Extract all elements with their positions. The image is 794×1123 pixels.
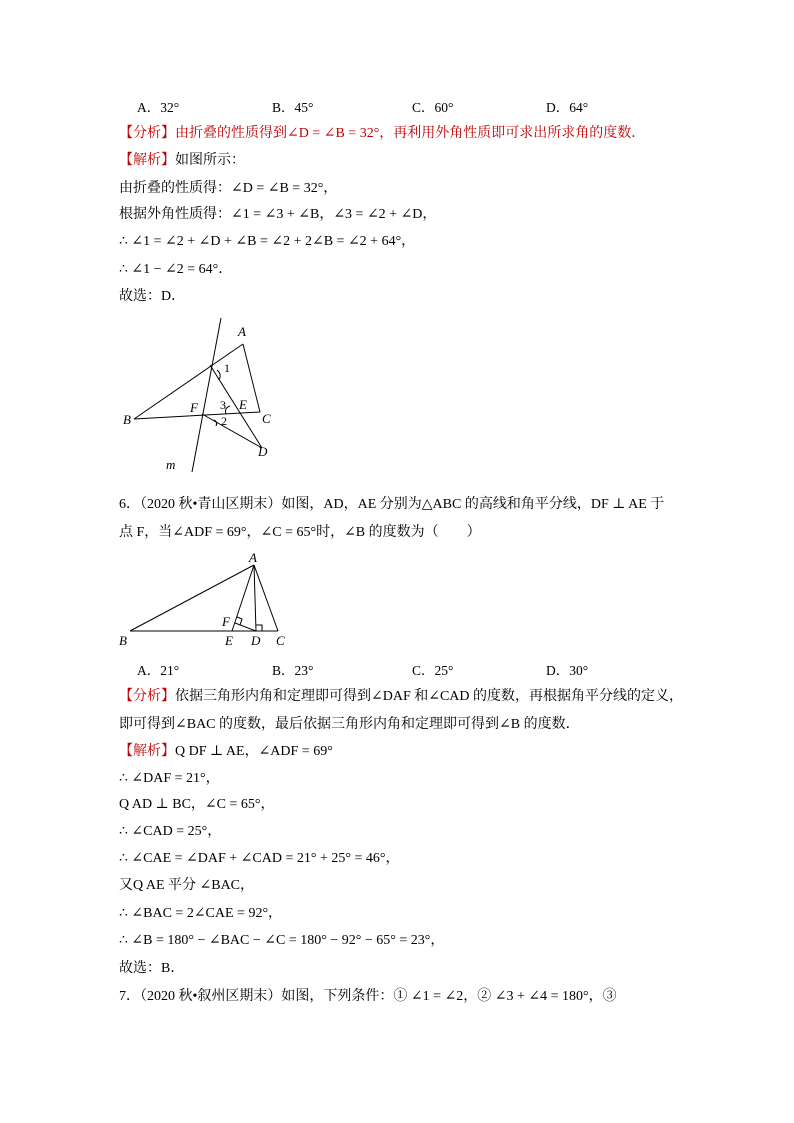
- label-f: F: [222, 614, 230, 629]
- solution-first: 如图所示：: [175, 153, 245, 168]
- solution-tag: 【解析】: [119, 744, 175, 759]
- right-angle-d: [256, 625, 262, 631]
- label-angle-1: 1: [224, 361, 230, 375]
- label-a: A: [238, 324, 246, 339]
- q6-option-d: D．30°: [546, 663, 589, 678]
- label-b: B: [119, 633, 127, 648]
- q6-option-c: C．25°: [412, 663, 454, 678]
- line-m: [192, 318, 221, 472]
- q6-solution-head: [119, 743, 333, 761]
- q5-step-3: ∴ ∠1 = ∠2 + ∠D + ∠B = ∠2 + 2∠B = ∠2 + 64°，: [119, 234, 416, 249]
- q5-analysis: [119, 125, 645, 143]
- label-d: D: [258, 444, 268, 459]
- label-b: B: [123, 412, 131, 427]
- segment-df: [235, 623, 256, 631]
- analysis-text: 依据三角形内角和定理即可得到∠DAF 和∠CAD 的度数，再根据角平分线的定义，: [175, 689, 684, 704]
- label-d: D: [251, 633, 261, 648]
- label-angle-2: 2: [221, 414, 227, 428]
- q6-step-3: ∴ ∠CAD = 25°，: [119, 824, 222, 839]
- angle-3-arc: [226, 406, 231, 414]
- label-c: C: [262, 411, 271, 426]
- q6-option-b: B．23°: [272, 663, 314, 678]
- q5-option-c: C．60°: [412, 100, 454, 115]
- q5-option-d: D．64°: [546, 100, 589, 115]
- q6-step-2: Q AD ⊥ BC，∠C = 65°，: [119, 797, 275, 812]
- label-f: F: [190, 400, 198, 415]
- q6-analysis-2: 即可得到∠BAC 的度数，最后依据三角形内角和定理即可得到∠B 的度数．: [119, 717, 580, 732]
- q5-step-2: 根据外角性质得：∠1 = ∠3 + ∠B，∠3 = ∠2 + ∠D，: [119, 207, 437, 222]
- q6-stem-1: 6．（2020 秋•青山区期末）如图，AD，AE 分别为△ABC 的高线和角平分线，DF ⊥ AE 于: [119, 497, 665, 512]
- q6-step-7: ∴ ∠B = 180° − ∠BAC − ∠C = 180° − 92° − 65° = 23°，: [119, 933, 445, 948]
- segment-fd: [202, 414, 262, 448]
- q6-step-5: 又Q AE 平分 ∠BAC，: [119, 878, 255, 893]
- solution-tag: 【解析】: [119, 153, 175, 168]
- q7-stem-1: 7．（2020 秋•叙州区期末）如图，下列条件：① ∠1 = ∠2，② ∠3 + ∠4 = 180°，③: [119, 989, 617, 1004]
- analysis-tag: 【分析】: [119, 689, 175, 704]
- q5-solution-head: [119, 152, 245, 170]
- analysis-tag: 【分析】: [119, 126, 175, 141]
- q5-step-4: ∴ ∠1 − ∠2 = 64°．: [119, 262, 233, 277]
- label-e: E: [239, 397, 247, 412]
- q5-option-a: A．32°: [137, 100, 180, 115]
- q6-analysis-1: [119, 688, 683, 706]
- segment-fold-d: [210, 365, 262, 448]
- altitude-ad: [254, 565, 256, 631]
- q6-step-4: ∴ ∠CAE = ∠DAF + ∠CAD = 21° + 25° = 46°，: [119, 851, 400, 866]
- q6-stem-2: 点 F，当∠ADF = 69°，∠C = 65°时，∠B 的度数为（ ）: [119, 525, 481, 540]
- q6-step-6: ∴ ∠BAC = 2∠CAE = 92°，: [119, 906, 283, 921]
- q6-step-1: ∴ ∠DAF = 21°，: [119, 771, 220, 786]
- q6-answer: 故选：B．: [119, 961, 185, 976]
- solution-first: Q DF ⊥ AE，∠ADF = 69°: [175, 744, 333, 759]
- label-e: E: [225, 633, 233, 648]
- segment-ac: [254, 565, 278, 631]
- q5-answer: 故选：D．: [119, 289, 186, 304]
- label-c: C: [276, 633, 285, 648]
- q6-option-a: A．21°: [137, 663, 180, 678]
- label-a: A: [249, 550, 257, 565]
- q5-figure: [110, 310, 290, 485]
- q6-figure: [110, 545, 295, 653]
- q5-step-1: 由折叠的性质得：∠D = ∠B = 32°，: [119, 181, 338, 196]
- label-angle-3: 3: [220, 398, 226, 412]
- q5-option-b: B．45°: [272, 100, 314, 115]
- label-m: m: [166, 457, 176, 472]
- analysis-text: 由折叠的性质得到∠D = ∠B = 32°，再利用外角性质即可求出所求角的度数．: [175, 126, 646, 141]
